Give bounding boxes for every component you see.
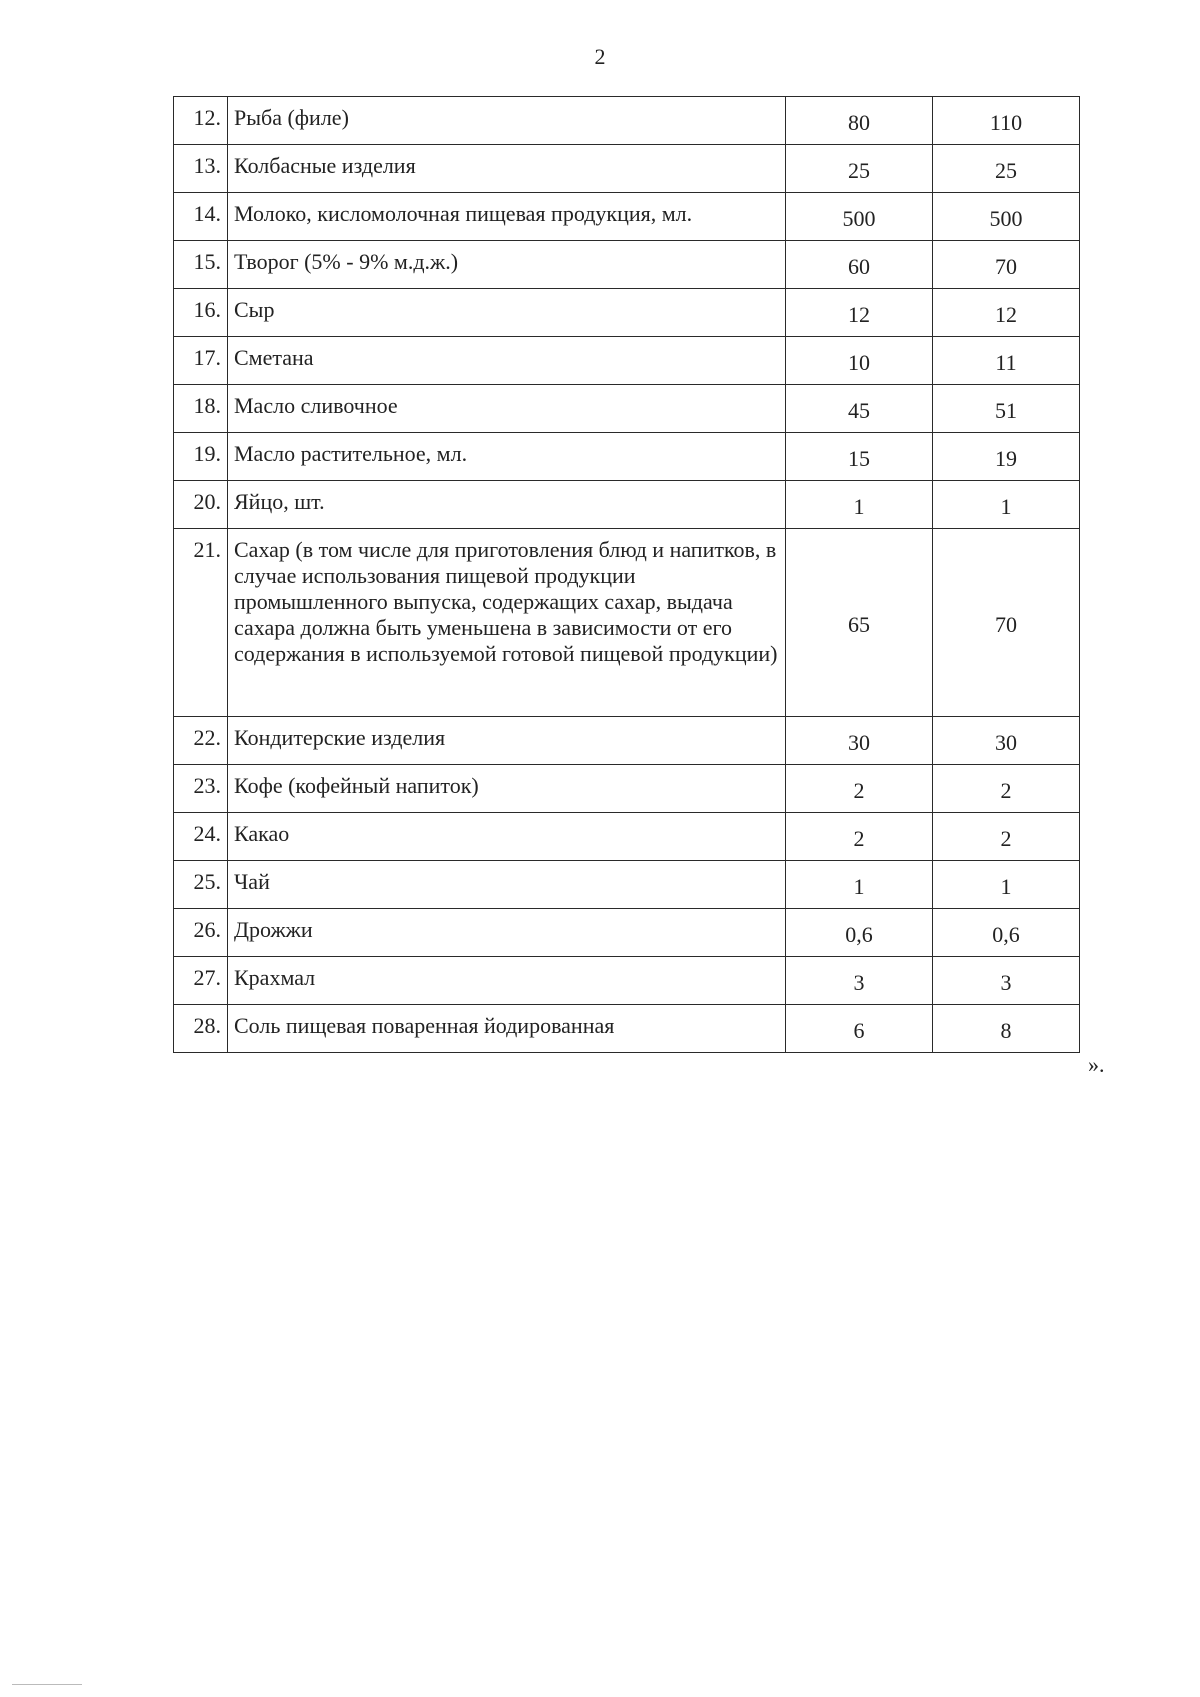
row-number: 22. (174, 717, 228, 765)
norm-value-1: 15 (786, 433, 933, 481)
norm-value-2: 8 (933, 1005, 1080, 1053)
norm-value-1: 2 (786, 765, 933, 813)
product-name: Творог (5% - 9% м.д.ж.) (228, 241, 786, 289)
norm-value-1: 12 (786, 289, 933, 337)
table-row (174, 337, 1080, 385)
norm-value-2: 25 (933, 145, 1080, 193)
product-name: Соль пищевая поваренная йодированная (228, 1005, 786, 1053)
table-row (174, 97, 1080, 145)
row-number: 28. (174, 1005, 228, 1053)
table-row (174, 861, 1080, 909)
row-number: 13. (174, 145, 228, 193)
product-name: Сыр (228, 289, 786, 337)
norm-value-1: 45 (786, 385, 933, 433)
product-name: Масло сливочное (228, 385, 786, 433)
norm-value-2: 70 (933, 241, 1080, 289)
table-row (174, 813, 1080, 861)
norm-value-1: 6 (786, 1005, 933, 1053)
row-number: 21. (174, 529, 228, 717)
norm-value-1: 1 (786, 481, 933, 529)
table-row (174, 1005, 1080, 1053)
table-row (174, 145, 1080, 193)
ration-table (173, 96, 1080, 1053)
norm-value-2: 1 (933, 861, 1080, 909)
product-name: Рыба (филе) (228, 97, 786, 145)
table-row (174, 289, 1080, 337)
norm-value-2: 11 (933, 337, 1080, 385)
product-name: Яйцо, шт. (228, 481, 786, 529)
norm-value-2: 19 (933, 433, 1080, 481)
norm-value-2: 500 (933, 193, 1080, 241)
product-name: Молоко, кисломолочная пищевая продукция, мл. (228, 193, 786, 241)
row-number: 12. (174, 97, 228, 145)
norm-value-1: 65 (786, 529, 933, 717)
product-name: Колбасные изделия (228, 145, 786, 193)
norm-value-2: 110 (933, 97, 1080, 145)
page-number: 2 (594, 44, 606, 69)
table-row (174, 765, 1080, 813)
table-row (174, 529, 1080, 717)
scan-artifact-line (12, 1684, 82, 1685)
row-number: 20. (174, 481, 228, 529)
norm-value-1: 60 (786, 241, 933, 289)
product-name: Сметана (228, 337, 786, 385)
row-number: 25. (174, 861, 228, 909)
row-number: 16. (174, 289, 228, 337)
table-row (174, 957, 1080, 1005)
closing-quote: ». (1088, 1052, 1105, 1077)
norm-value-2: 1 (933, 481, 1080, 529)
norm-value-1: 10 (786, 337, 933, 385)
norm-value-1: 500 (786, 193, 933, 241)
row-number: 19. (174, 433, 228, 481)
table-row (174, 193, 1080, 241)
product-name: Дрожжи (228, 909, 786, 957)
table-row (174, 481, 1080, 529)
table-row (174, 909, 1080, 957)
table-row (174, 433, 1080, 481)
table-row (174, 385, 1080, 433)
row-number: 17. (174, 337, 228, 385)
norm-value-2: 0,6 (933, 909, 1080, 957)
product-name: Какао (228, 813, 786, 861)
norm-value-2: 51 (933, 385, 1080, 433)
norm-value-1: 30 (786, 717, 933, 765)
table-row (174, 717, 1080, 765)
product-name: Крахмал (228, 957, 786, 1005)
norm-value-2: 70 (933, 529, 1080, 717)
product-name: Кондитерские изделия (228, 717, 786, 765)
norm-value-2: 2 (933, 813, 1080, 861)
row-number: 14. (174, 193, 228, 241)
row-number: 23. (174, 765, 228, 813)
row-number: 18. (174, 385, 228, 433)
norm-value-2: 2 (933, 765, 1080, 813)
norm-value-2: 3 (933, 957, 1080, 1005)
norm-value-1: 80 (786, 97, 933, 145)
product-name: Кофе (кофейный напиток) (228, 765, 786, 813)
product-name: Масло растительное, мл. (228, 433, 786, 481)
product-name: Сахар (в том числе для приготовления блюд и напитков, в случае использования пищевой продукции промышленного выпуска, содержащих сахар, выдача сахара должна быть уменьшена в зависимости от его содержания в используемой готовой пищевой продукции) (228, 529, 786, 717)
norm-value-1: 3 (786, 957, 933, 1005)
table-row (174, 241, 1080, 289)
product-name: Чай (228, 861, 786, 909)
row-number: 27. (174, 957, 228, 1005)
norm-value-2: 12 (933, 289, 1080, 337)
norm-value-1: 2 (786, 813, 933, 861)
norm-value-1: 25 (786, 145, 933, 193)
row-number: 26. (174, 909, 228, 957)
norm-value-2: 30 (933, 717, 1080, 765)
row-number: 15. (174, 241, 228, 289)
norm-value-1: 1 (786, 861, 933, 909)
row-number: 24. (174, 813, 228, 861)
norm-value-1: 0,6 (786, 909, 933, 957)
